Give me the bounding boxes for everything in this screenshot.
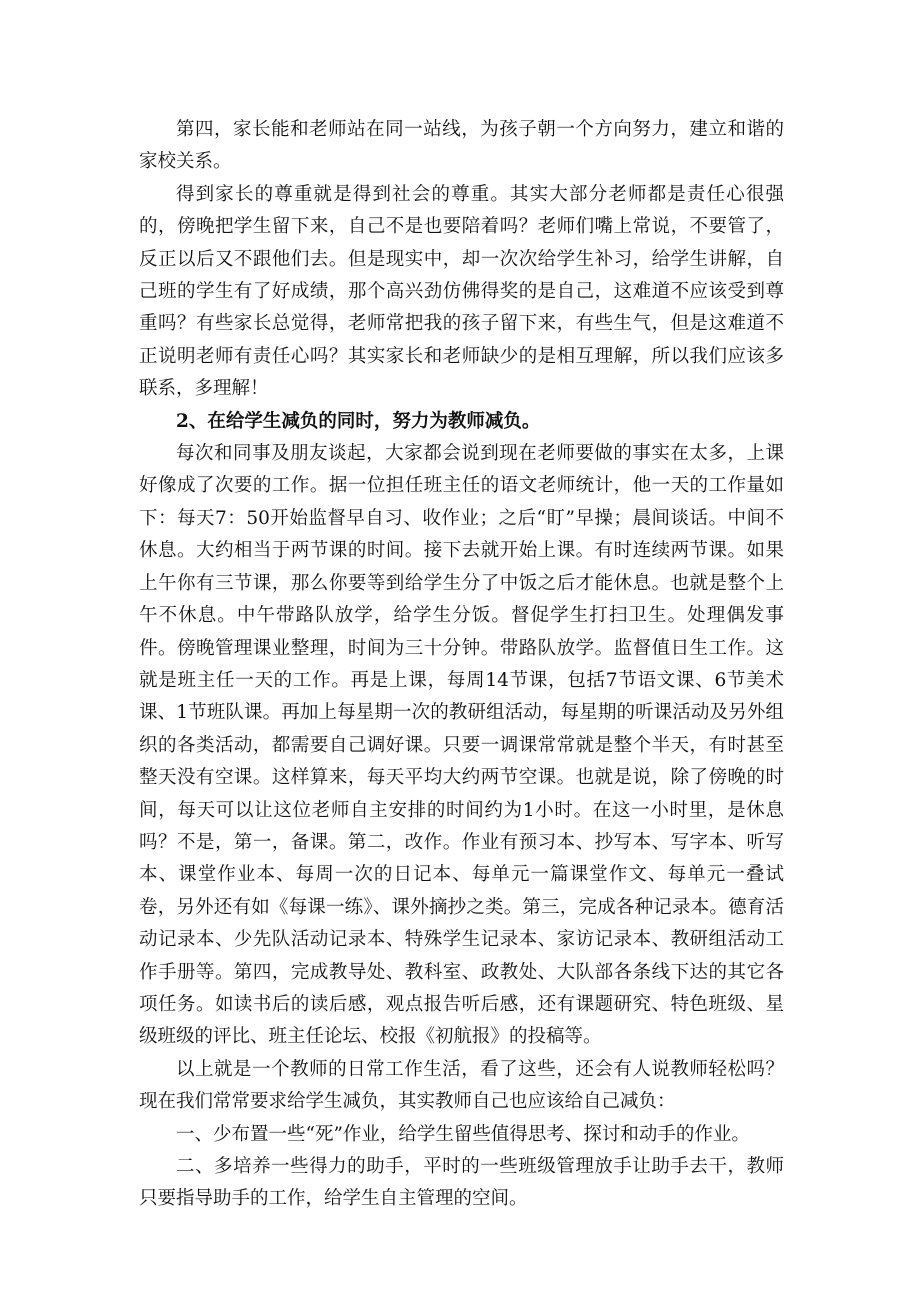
paragraph-point-one: 一、少布置一些“死”作业，给学生留些值得思考、探讨和动手的作业。 [176, 1123, 750, 1145]
paragraph-parent-respect: 得到家长的尊重就是得到社会的尊重。其实大部分老师都是责任心很强的，傍晚把学生留下来，自己不是也要陪着吗？老师们嘴上常说，不要管了，反正以后又不跟他们去。但是现实中，却一次次给学生补习，给学生讲解，自己班的学生有了好成绩，那个高兴劲仿佛得奖的是自己，这难道不应该受到尊重吗？有些家长总觉得，老师常把我的孩子留下来，有些生气，但是这难道不正说明老师有责任心吗？其实家长和老师缺少的是相互理解，所以我们应该多联系，多理解！ [139, 183, 784, 400]
document-body [139, 114, 784, 1216]
paragraph-point-two: 二、多培养一些得力的助手，平时的一些班级管理放手让助手去干，教师只要指导助手的工作，给学生自主管理的空间。 [139, 1156, 784, 1210]
paragraph-home-school-relationship: 第四，家长能和老师站在同一站线，为孩子朝一个方向努力，建立和谐的家校关系。 [139, 119, 784, 173]
paragraph-teacher-workload: 每次和同事及朋友谈起，大家都会说到现在老师要做的事实在太多，上课好像成了次要的工作。据一位担任班主任的语文老师统计，他一天的工作量如下：每天7：50开始监督早自习、收作业；之后“盯”早操；晨间谈话。中间不休息。大约相当于两节课的时间。接下去就开始上课。有时连续两节课。如果上午你有三节课，那么你要等到给学生分了中饭之后才能休息。也就是整个上午不休息。中午带路队放学，给学生分饭。督促学生打扫卫生。处理偶发事件。傍晚管理课业整理，时间为三十分钟。带路队放学。监督值日生工作。这就是班主任一天的工作。再是上课，每周14节课，包括7节语文课、6节美术课、1节班队课。再加上每星期一次的教研组活动，每星期的听课活动及另外组织的各类活动，都需要自己调好课。只要一调课常常就是整个半天，有时甚至整天没有空课。这样算来，每天平均大约两节空课。也就是说，除了傍晚的时间，每天可以让这位老师自主安排的时间约为1小时。在这一小时里，是休息吗？不是，第一，备课。第二，改作。作业有预习本、抄写本、写字本、听写本、课堂作业本、每周一次的日记本、每单元一篇课堂作文、每单元一叠试卷，另外还有如《每课一练》、课外摘抄之类。第三，完成各种记录本。德育活动记录本、少先队活动记录本、特殊学生记录本、家访记录本、教研组活动工作手册等。第四，完成教导处、教科室、政教处、大队部各条线下达的其它各项任务。如读书后的读后感，观点报告听后感，还有课题研究、特色班级、星级班级的评比、班主任论坛、校报《初航报》的投稿等。 [139, 443, 784, 1048]
paragraph-summary: 以上就是一个教师的日常工作生活，看了这些，还会有人说教师轻松吗？现在我们常常要求给学生减负，其实教师自己也应该给自己减负： [139, 1058, 784, 1113]
section-heading-teacher-burden: 2、在给学生减负的同时，努力为教师减负。 [176, 410, 541, 432]
